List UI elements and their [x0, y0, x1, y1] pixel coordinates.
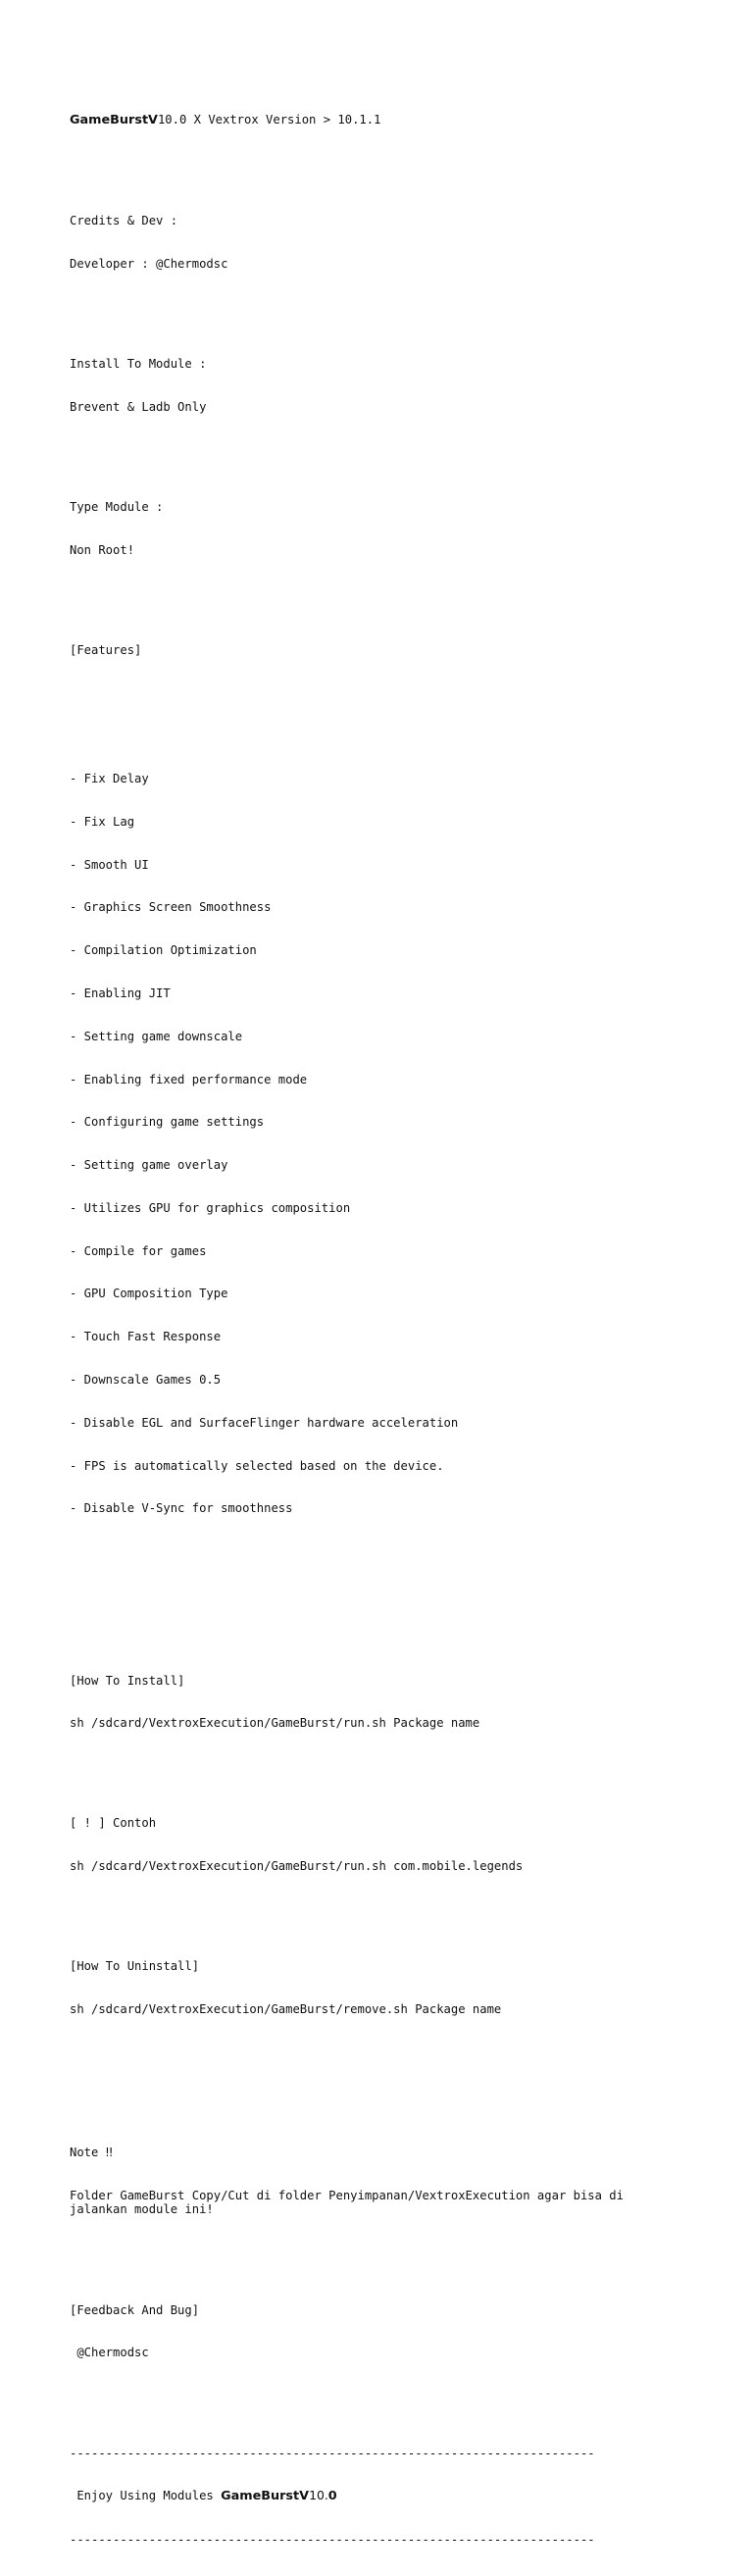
example-command: sh /sdcard/VextroxExecution/GameBurst/run.sh com.mobile.legends [70, 1859, 524, 1874]
note-text: Folder GameBurst Copy/Cut di folder Penyimpanan/VextroxExecution agar bisa di jalankan module ini! [70, 2188, 631, 2217]
feature-item: - Setting game downscale [70, 1029, 243, 1043]
footer-divider-bottom: ------------------------------------------------------------------------- [70, 2533, 595, 2548]
feature-item: - Fix Delay [70, 772, 149, 786]
install-to-value: Brevent & Ladb Only [70, 399, 207, 414]
spacer [70, 1902, 717, 1917]
feature-item: - Disable V-Sync for smoothness [70, 1501, 293, 1516]
feature-item: - FPS is automatically selected based on the device. [70, 1458, 444, 1473]
spacer [70, 1759, 717, 1774]
how-to-install-heading: [How To Install] [70, 1673, 185, 1688]
feature-item: - Configuring game settings [70, 1115, 265, 1130]
title-brand: GameBurstV [70, 112, 158, 127]
spacer [70, 2389, 717, 2403]
document-title [70, 113, 717, 128]
feature-item: - Enabling fixed performance mode [70, 1072, 308, 1086]
footer-version: 10. [309, 2488, 328, 2503]
type-module-value: Non Root! [70, 542, 135, 557]
how-to-install-command: sh /sdcard/VextroxExecution/GameBurst/run.sh Package name [70, 1716, 480, 1731]
feature-item: - Disable EGL and SurfaceFlinger hardware acceleration [70, 1415, 459, 1430]
feature-item: - Fix Lag [70, 814, 135, 829]
credits-heading: Credits & Dev : [70, 213, 178, 227]
feature-item: - Smooth UI [70, 857, 149, 872]
feature-item: - Utilizes GPU for graphics composition [70, 1200, 351, 1215]
feature-item: - Compile for games [70, 1243, 207, 1258]
spacer [70, 585, 717, 600]
spacer [70, 2046, 717, 2060]
credits-value: Developer : @Chermodsc [70, 256, 228, 271]
feature-item: - Compilation Optimization [70, 943, 257, 958]
spacer [70, 1616, 717, 1631]
footer-version-bold: 0 [327, 2489, 337, 2504]
footer-prefix: Enjoy Using Modules [70, 2489, 222, 2503]
feedback-heading: [Feedback And Bug] [70, 2302, 200, 2317]
spacer [70, 300, 717, 315]
document-body [70, 70, 717, 2576]
features-heading: [Features] [70, 642, 142, 657]
type-module-heading: Type Module : [70, 499, 164, 514]
footer-message [70, 2489, 717, 2504]
example-heading: [ ! ] Contoh [70, 1816, 157, 1831]
how-to-uninstall-heading: [How To Uninstall] [70, 1959, 200, 1974]
features-list [70, 743, 717, 1544]
feature-item: - Enabling JIT [70, 986, 171, 1000]
footer-brand: GameBurstV [221, 2489, 310, 2504]
spacer [70, 157, 717, 172]
feedback-contact: @Chermodsc [70, 2346, 149, 2360]
spacer [70, 2246, 717, 2260]
footer-divider-top: ------------------------------------------------------------------------- [70, 2446, 595, 2460]
how-to-uninstall-command: sh /sdcard/VextroxExecution/GameBurst/remove.sh Package name [70, 2002, 502, 2017]
feature-item: - Downscale Games 0.5 [70, 1373, 222, 1388]
feature-item: - GPU Composition Type [70, 1287, 228, 1301]
title-version: 10.0 X Vextrox Version > 10.1.1 [157, 112, 381, 126]
spacer [70, 1573, 717, 1588]
feature-item: - Setting game overlay [70, 1158, 228, 1173]
feature-item: - Graphics Screen Smoothness [70, 900, 272, 915]
spacer [70, 686, 717, 701]
install-to-heading: Install To Module : [70, 356, 207, 371]
feature-item: - Touch Fast Response [70, 1330, 222, 1344]
spacer [70, 442, 717, 457]
note-heading: Note ‼ [70, 2146, 114, 2160]
spacer [70, 2089, 717, 2103]
